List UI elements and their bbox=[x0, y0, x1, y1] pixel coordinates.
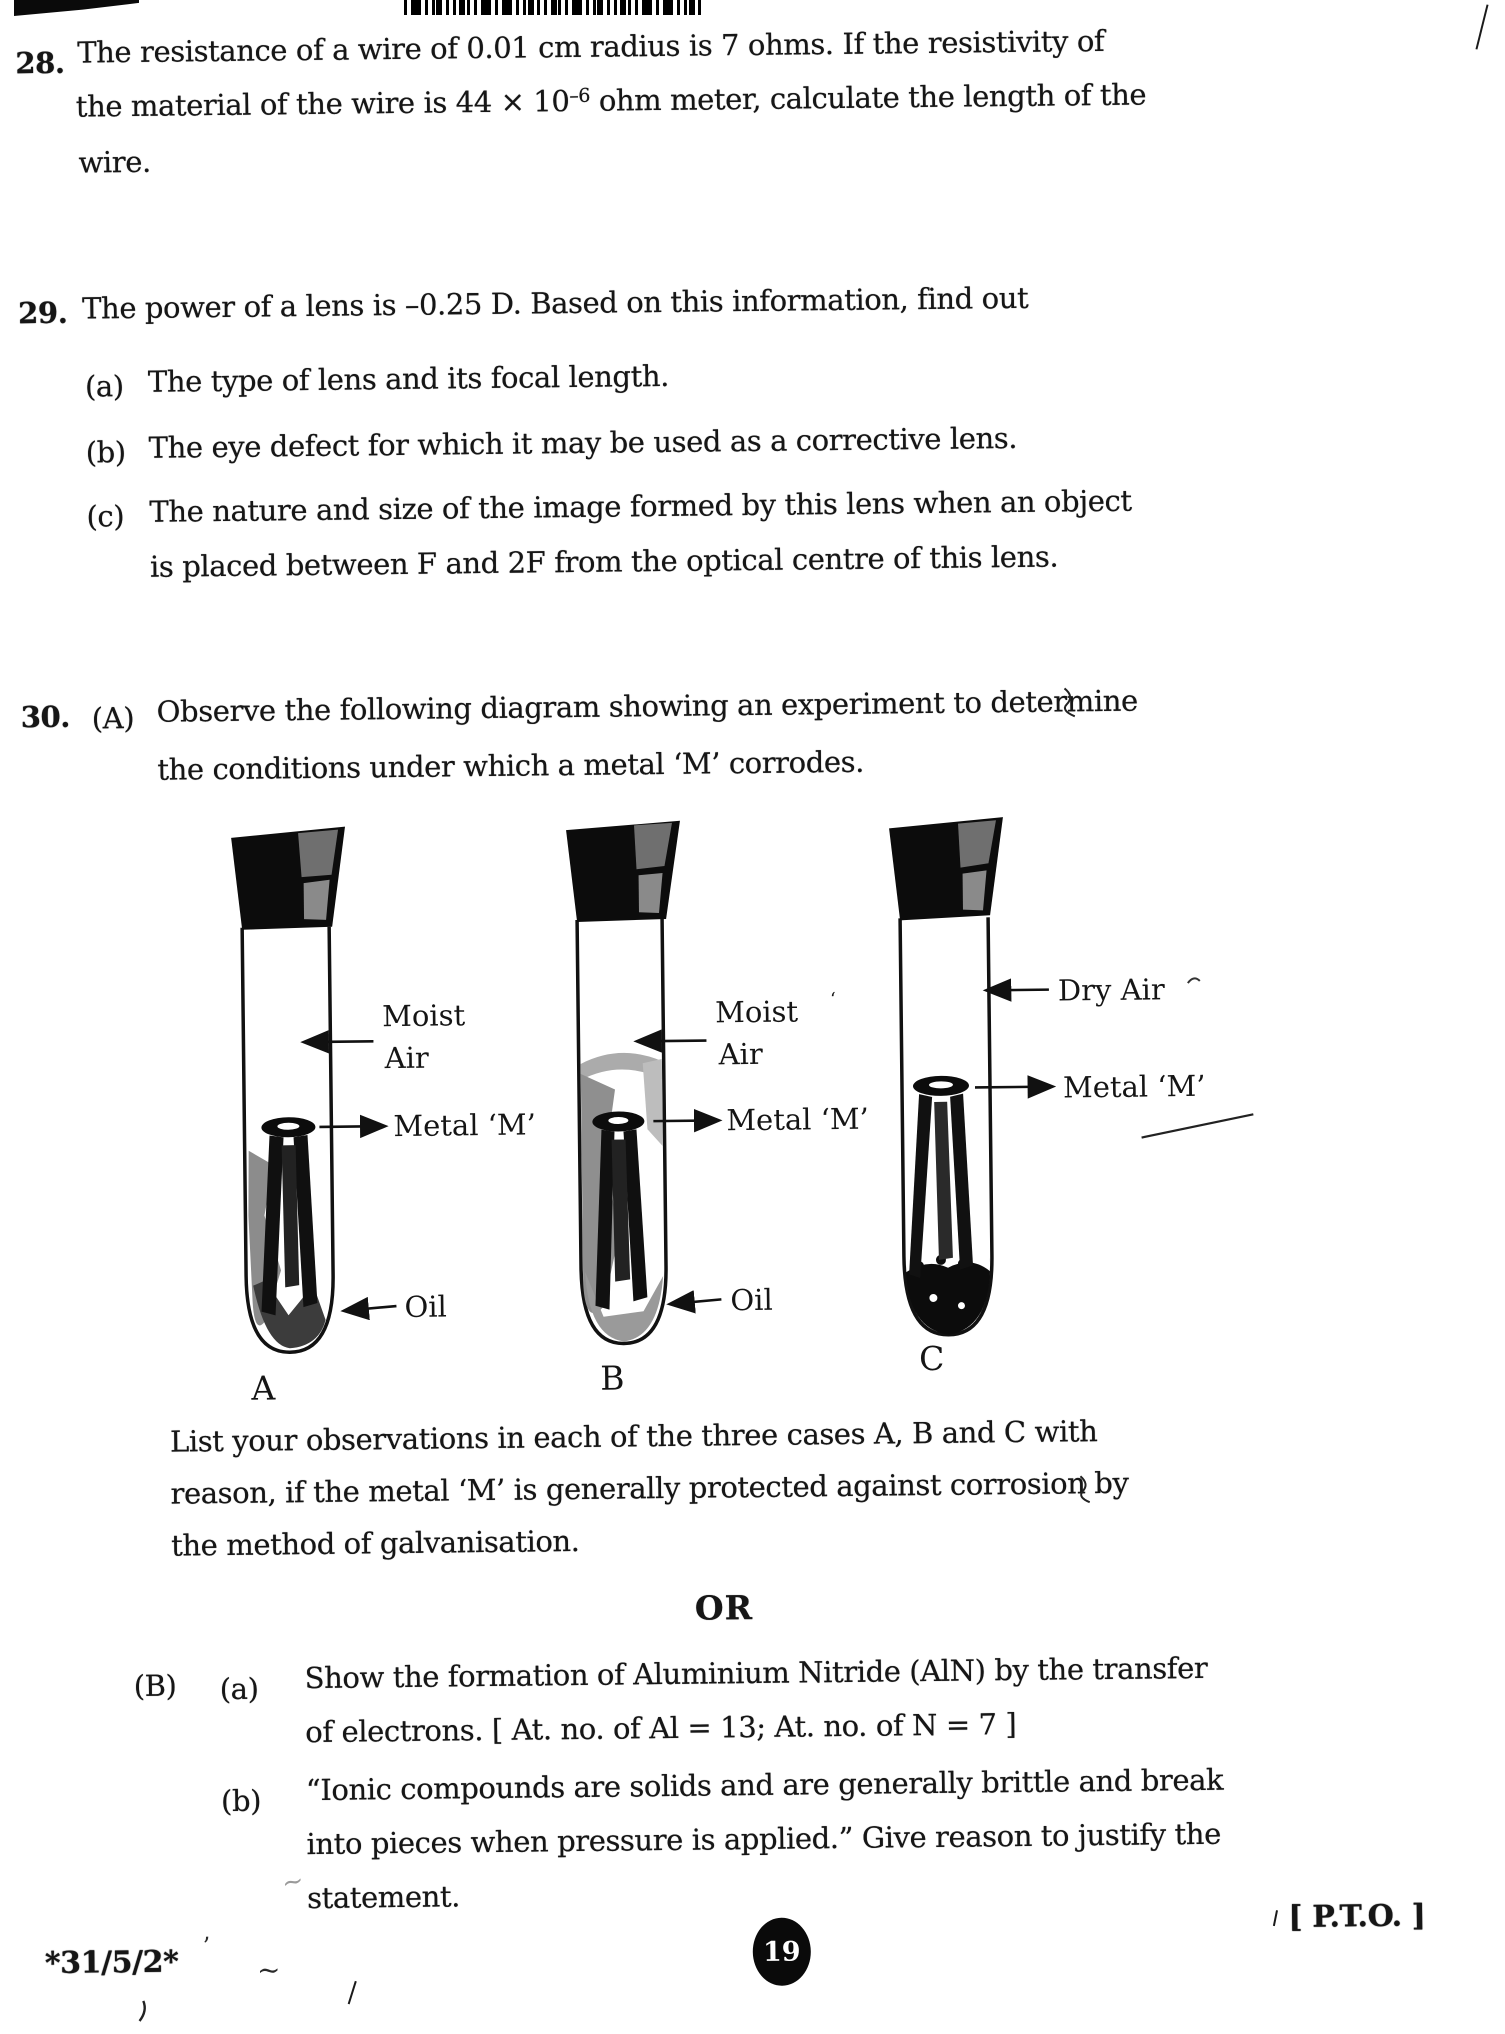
tube-a-cork-highlight2 bbox=[304, 880, 330, 920]
tube-c-letter: C bbox=[918, 1338, 945, 1379]
q30-list-line2: reason, if the metal ‘M’ is generally protected against corrosion by bbox=[170, 1465, 1129, 1511]
q30-intro-line1: Observe the following diagram showing an experiment to determine bbox=[156, 683, 1138, 729]
tube-b-moist-label: Moist bbox=[714, 994, 799, 1030]
q29-number: 29. bbox=[17, 295, 68, 331]
q28-exponent: –6 bbox=[569, 84, 591, 108]
q30-bb-line3: statement. bbox=[306, 1879, 461, 1916]
q29-c-label: (c) bbox=[86, 499, 125, 534]
page-number: 19 bbox=[762, 1936, 801, 1968]
tube-a-letter: A bbox=[251, 1368, 276, 1408]
q29-c-line2: is placed between F and 2F from the optical centre of this lens. bbox=[149, 539, 1059, 584]
stray-comma bbox=[135, 1999, 151, 2025]
q29-a-label: (a) bbox=[84, 369, 124, 404]
tube-b-metal-label: Metal ‘M’ bbox=[726, 1101, 869, 1138]
tube-a-metal-arrow bbox=[319, 1126, 383, 1127]
tube-b-letter: B bbox=[600, 1358, 625, 1398]
q28-line1: The resistance of a wire of 0.01 cm radius is 7 ohms. If the resistivity of bbox=[77, 23, 1105, 70]
tube-b-oil-label: Oil bbox=[730, 1282, 773, 1318]
tube-c-metal-label: Metal ‘M’ bbox=[1062, 1068, 1206, 1105]
q28-number: 28. bbox=[15, 45, 65, 81]
q28-line2-pre: the material of the wire is 44 × 10 bbox=[75, 84, 570, 124]
tube-b-oil-arrow bbox=[671, 1299, 721, 1304]
tube-c-dry-air-label: Dry Air bbox=[1057, 972, 1165, 1008]
q28-line2 bbox=[76, 77, 1147, 123]
corrosion-experiment-diagram bbox=[0, 804, 1305, 1431]
q29-b-label: (b) bbox=[85, 435, 126, 470]
q28-line2-post: ohm meter, calculate the length of the bbox=[589, 77, 1147, 118]
tube-c-cork-highlight2 bbox=[963, 870, 987, 910]
tube-b-metal-arrow bbox=[653, 1120, 717, 1121]
tube-a-moist-label: Moist bbox=[381, 998, 466, 1034]
q29-b-text: The eye defect for which it may be used as a corrective lens. bbox=[148, 420, 1018, 465]
q30-intro-line2: the conditions under which a metal ‘M’ corrodes. bbox=[157, 744, 865, 787]
stray-tick-before-pto bbox=[1273, 1910, 1278, 1926]
pto-label: [ P.T.O. ] bbox=[1288, 1898, 1426, 1935]
tube-a-oil-arrow bbox=[345, 1306, 396, 1311]
stray-tilde: ~ bbox=[256, 1953, 281, 1987]
q28-line3: wire. bbox=[78, 144, 151, 180]
q30-bb-line1: “Ionic compounds are solids and are generally brittle and break bbox=[305, 1762, 1224, 1808]
tube-b-air-arrow bbox=[638, 1041, 706, 1042]
stray-apostrophe: ’ bbox=[202, 1932, 211, 1961]
tube-a-air-arrow bbox=[305, 1041, 373, 1042]
test-tube-c bbox=[889, 814, 1256, 1378]
q30-number: 30. bbox=[20, 699, 71, 735]
page-number-badge bbox=[752, 1917, 811, 1986]
tube-c-stray-tilde bbox=[1188, 978, 1200, 983]
tube-b-cork-highlight2 bbox=[639, 873, 663, 913]
tube-b-stray-tick: ‘ bbox=[829, 989, 836, 1011]
pen-squiggle-2 bbox=[1075, 1474, 1097, 1506]
smudge-tilde: ~ bbox=[278, 1865, 307, 1900]
q30-list-line3: the method of galvanisation. bbox=[170, 1523, 580, 1563]
tube-c-air-arrow bbox=[988, 990, 1049, 991]
q29-intro: The power of a lens is –0.25 D. Based on this information, find out bbox=[81, 280, 1029, 326]
q30-ba-line1: Show the formation of Aluminium Nitride (AlN) by the transfer bbox=[304, 1650, 1208, 1696]
tube-a-metal-label: Metal ‘M’ bbox=[393, 1107, 537, 1144]
tube-a-air-label: Air bbox=[384, 1040, 429, 1076]
q30-bb-line2: into pieces when pressure is applied.” Give reason to justify the bbox=[306, 1816, 1222, 1862]
q30-list-line1: List your observations in each of the three cases A, B and C with bbox=[169, 1414, 1098, 1459]
q30-ba-label: (a) bbox=[219, 1671, 259, 1707]
test-tube-b bbox=[566, 819, 872, 1398]
paper-code: *31/5/2* bbox=[44, 1944, 179, 1982]
q29-c-line1: The nature and size of the image formed by this lens when an object bbox=[149, 483, 1132, 529]
q30-ba-line2: of electrons. [ At. no. of Al = 13; At. no. of N = 7 ] bbox=[305, 1707, 1017, 1750]
q30-bb-label: (b) bbox=[220, 1783, 262, 1819]
or-separator: OR bbox=[694, 1588, 754, 1628]
stray-slash bbox=[348, 1981, 357, 2005]
q30-section-b-label: (B) bbox=[133, 1668, 177, 1704]
tube-a-oil-label: Oil bbox=[404, 1289, 447, 1324]
tube-c-metal-arrow bbox=[975, 1087, 1051, 1088]
test-tube-a bbox=[231, 824, 539, 1407]
tube-b-air-label: Air bbox=[718, 1036, 763, 1072]
pen-squiggle bbox=[1058, 686, 1082, 720]
q30-section-a-label: (A) bbox=[91, 700, 135, 736]
q29-a-text: The type of lens and its focal length. bbox=[147, 358, 670, 399]
tube-c-underline-stroke bbox=[1141, 1114, 1253, 1137]
